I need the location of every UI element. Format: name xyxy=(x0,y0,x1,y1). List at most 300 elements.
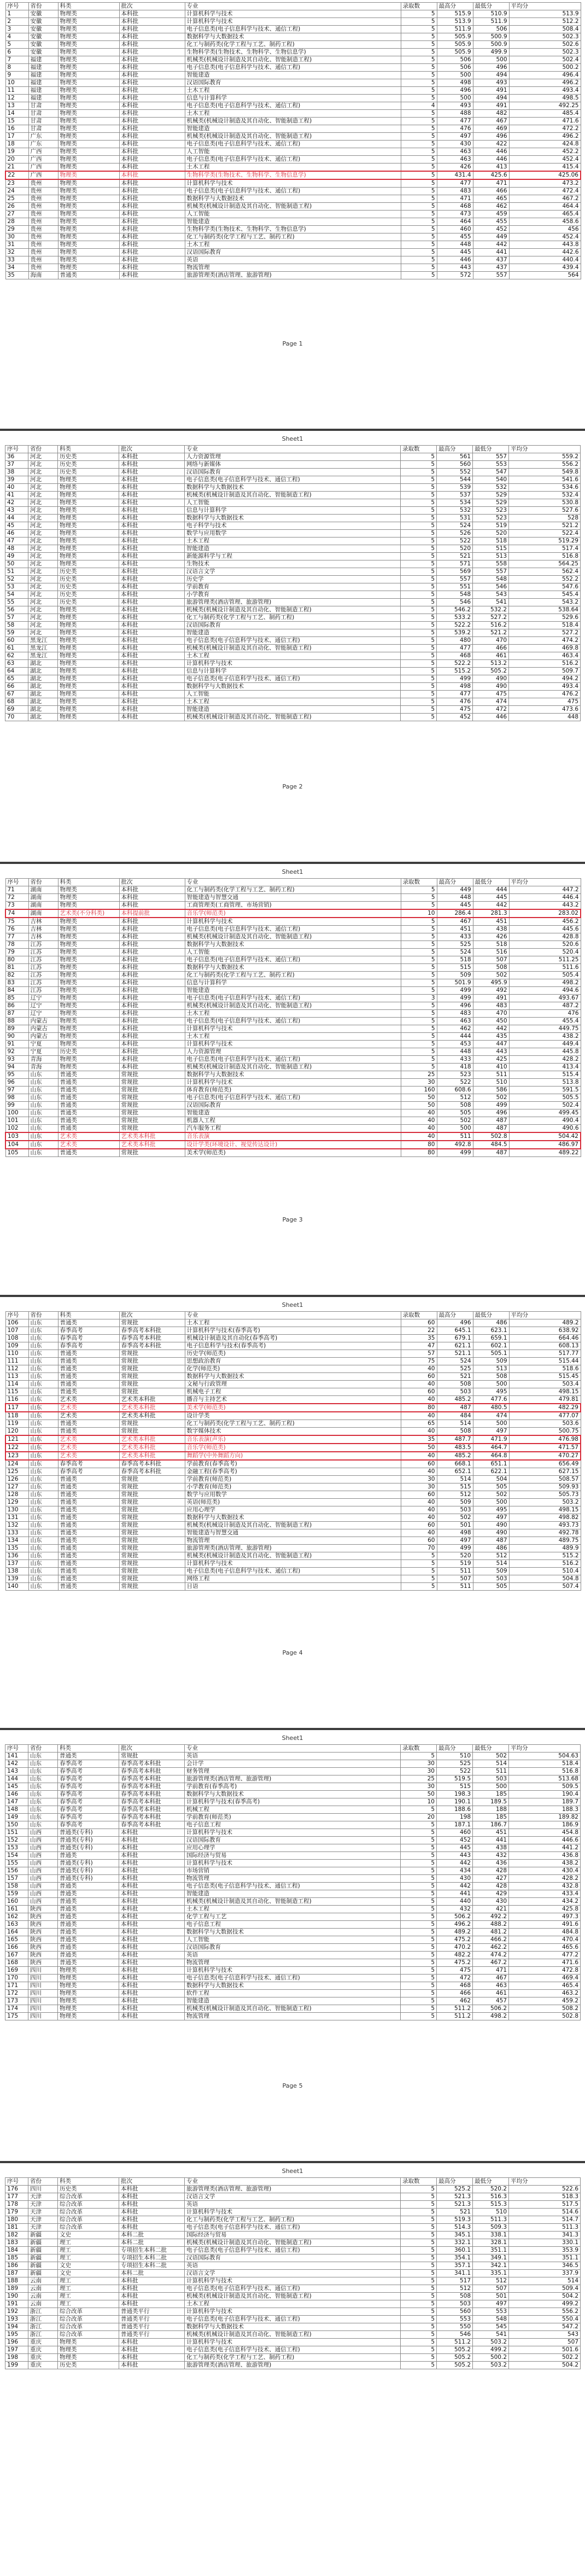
table-row xyxy=(5,2186,581,2193)
table-cell: 河北 xyxy=(28,492,58,499)
table-cell: 汉语言文学 xyxy=(185,2193,401,2201)
table-cell: 668.1 xyxy=(437,1460,473,1468)
table-header-row xyxy=(5,2178,581,2186)
table-cell: 河北 xyxy=(28,545,58,553)
table-cell: 常规批 xyxy=(119,1552,185,1560)
table-cell: 89 xyxy=(5,1025,28,1033)
table-cell: 167 xyxy=(5,1952,28,1959)
table-cell: 515 xyxy=(473,545,509,553)
table-cell: 438 xyxy=(473,926,509,933)
table-cell: 493 xyxy=(437,102,473,110)
table-cell: 计算机科学与技术 xyxy=(185,1041,401,1048)
table-cell: 5 xyxy=(401,1033,437,1041)
table-cell: 60 xyxy=(5,637,28,645)
table-cell: 物理类 xyxy=(58,1041,119,1048)
table-cell: 5 xyxy=(401,698,437,706)
table-cell: 本科批 xyxy=(119,156,185,163)
table-cell: 508.2 xyxy=(509,2005,581,2013)
table-cell: 39 xyxy=(5,476,28,484)
table-cell: 天津 xyxy=(28,2216,58,2224)
table-cell: 503.4 xyxy=(509,1381,581,1388)
table-cell: 7 xyxy=(5,56,28,64)
table-cell: 本科批 xyxy=(119,64,185,72)
page-separator xyxy=(0,1728,585,1730)
table-cell: 516.2 xyxy=(509,660,581,668)
table-cell: 5 xyxy=(401,241,437,249)
table-cell: 机械类(机械设计制造及其自动化、智能制造工程) xyxy=(185,133,401,141)
table-cell: 510 xyxy=(473,2209,509,2216)
table-cell: 山东 xyxy=(28,1514,58,1522)
table-cell: 515 xyxy=(437,1783,473,1791)
table-row xyxy=(5,2316,581,2323)
table-cell: 493.73 xyxy=(509,1522,581,1529)
table-cell: 新疆 xyxy=(28,2232,58,2239)
table-cell: 434 xyxy=(437,1867,473,1875)
table-cell: 500 xyxy=(473,1381,509,1388)
table-cell: 陕西 xyxy=(28,1952,58,1959)
table-cell: 486 xyxy=(473,1319,509,1327)
table-cell: 514 xyxy=(473,1560,509,1568)
table-cell: 5 xyxy=(401,1952,437,1959)
table-cell: 物理类 xyxy=(58,1033,119,1041)
table-cell: 35 xyxy=(5,272,28,279)
table-cell: 本科批 xyxy=(119,606,185,614)
table-cell: 134 xyxy=(5,1537,28,1545)
table-cell: 80 xyxy=(401,1149,437,1157)
table-cell: 河北 xyxy=(28,530,58,538)
table-cell: 121 xyxy=(5,1435,28,1444)
table-cell: 546 xyxy=(473,583,509,591)
table-cell: 普通类 xyxy=(58,1087,119,1094)
column-header: 序号 xyxy=(5,879,28,886)
table-cell: 数据科学与大数据技术 xyxy=(185,2323,401,2331)
table-cell: 497 xyxy=(437,133,473,141)
table-cell: 文秘与行政管理 xyxy=(185,1381,401,1388)
table-cell: 智能建造 xyxy=(185,72,401,79)
table-cell: 470.4 xyxy=(509,1936,581,1944)
table-cell: 499 xyxy=(437,675,473,683)
table-cell: 电子信息类(电子信息科学与技术、通信工程) xyxy=(185,156,401,163)
table-cell: 本科批 xyxy=(119,698,185,706)
table-cell: 本科批 xyxy=(119,2354,185,2362)
table-cell: 501 xyxy=(473,2293,509,2300)
table-cell: 数据科学与大数据技术 xyxy=(185,1982,401,1990)
table-cell: 472.2 xyxy=(509,125,581,133)
table-cell: 471 xyxy=(473,179,509,188)
table-cell: 综合改革 xyxy=(58,2331,119,2339)
table-row xyxy=(5,2323,581,2331)
table-cell: 30 xyxy=(401,1476,437,1483)
table-cell: 数据科学与大数据技术 xyxy=(185,1929,401,1936)
table-cell: 常规批 xyxy=(119,1102,185,1109)
table-cell: 438.2 xyxy=(509,1033,581,1041)
table-cell: 山东 xyxy=(28,1452,58,1460)
table-cell: 509 xyxy=(473,1358,509,1365)
table-cell: 198 xyxy=(5,2354,28,2362)
table-cell: 生物技术 xyxy=(185,560,401,568)
table-cell: 541 xyxy=(473,599,509,606)
table-cell: 137 xyxy=(5,1560,28,1568)
sheet-name-label: Sheet1 xyxy=(282,435,303,442)
table-cell: 497 xyxy=(437,1537,473,1545)
table-cell: 444 xyxy=(437,1033,473,1041)
table-cell: 广西 xyxy=(28,148,58,156)
table-cell: 477 xyxy=(437,645,473,652)
table-row xyxy=(5,1775,581,1783)
table-cell: 5 xyxy=(401,2193,437,2201)
table-cell: 山东 xyxy=(28,1460,58,1468)
table-cell: 40 xyxy=(401,1468,437,1476)
table-cell: 普通类 xyxy=(58,1944,119,1952)
table-cell: 本科批 xyxy=(119,545,185,553)
table-cell: 495 xyxy=(473,1506,509,1514)
table-cell: 物理类 xyxy=(58,918,119,926)
table-cell: 426 xyxy=(473,933,509,941)
table-cell: 499 xyxy=(437,1149,473,1157)
table-cell: 192 xyxy=(5,2308,28,2316)
table-cell: 5 xyxy=(401,2300,437,2308)
table-cell: 527.2 xyxy=(509,629,581,637)
table-row xyxy=(5,1499,581,1506)
table-cell: 物理类 xyxy=(58,941,119,949)
table-row xyxy=(5,1913,581,1921)
table-cell: 历史类 xyxy=(58,591,119,599)
table-cell: 432.8 xyxy=(509,1883,581,1890)
table-cell: 本科批 xyxy=(119,530,185,538)
table-cell: 500 xyxy=(473,1420,509,1428)
table-cell: 467.2 xyxy=(509,195,581,203)
table-cell: 贵州 xyxy=(28,256,58,264)
table-cell: 467 xyxy=(473,118,509,125)
table-cell: 500 xyxy=(437,1125,473,1133)
table-cell: 452 xyxy=(473,226,509,233)
table-cell: 5 xyxy=(401,1875,437,1883)
table-cell: 30 xyxy=(5,233,28,241)
table-cell: 山东 xyxy=(28,1132,58,1141)
table-row xyxy=(5,118,581,125)
table-cell: 532 xyxy=(437,507,473,515)
table-cell: 山西 xyxy=(28,1867,58,1875)
table-cell: 159 xyxy=(5,1890,28,1898)
table-row xyxy=(5,2209,581,2216)
table-cell: 515.44 xyxy=(509,1358,581,1365)
table-row xyxy=(5,1094,581,1102)
table-header-row xyxy=(5,446,581,453)
table-cell: 545.4 xyxy=(509,591,581,599)
table-cell: 54 xyxy=(5,591,28,599)
table-cell: 40 xyxy=(401,1499,437,1506)
table-cell: 513.68 xyxy=(509,1775,581,1783)
table-cell: 103 xyxy=(5,1132,28,1141)
table-cell: 5 xyxy=(401,515,437,522)
table-cell: 天津 xyxy=(28,2209,58,2216)
table-cell: 181 xyxy=(5,2224,28,2232)
table-cell: 本科批 xyxy=(119,979,185,987)
table-cell: 430.4 xyxy=(509,1867,581,1875)
table-cell: 37 xyxy=(5,461,28,469)
table-cell: 艺术类本科批 xyxy=(119,1412,185,1420)
table-cell: 5 xyxy=(401,622,437,629)
table-cell: 547 xyxy=(473,469,509,476)
table-row xyxy=(5,979,581,987)
table-cell: 69 xyxy=(5,706,28,714)
table-cell: 人工智能 xyxy=(185,211,401,218)
table-cell: 5 xyxy=(401,188,437,195)
table-cell: 物理类 xyxy=(58,226,119,233)
table-cell: 安徽 xyxy=(28,18,58,26)
table-cell: 普通类 xyxy=(58,272,119,279)
page-separator xyxy=(0,1295,585,1297)
table-cell: 综合改革 xyxy=(58,2323,119,2331)
table-cell: 化工与制药类(化学工程与工艺、制药工程) xyxy=(185,2216,401,2224)
table-cell: 山东 xyxy=(28,1125,58,1133)
table-row xyxy=(5,64,581,72)
table-cell: 504.8 xyxy=(509,1575,581,1583)
table-cell: 286.4 xyxy=(437,909,473,918)
table-cell: 应用心理学 xyxy=(185,1506,401,1514)
table-cell: 常规批 xyxy=(119,1583,185,1591)
table-cell: 5 xyxy=(401,683,437,691)
table-cell: 496.2 xyxy=(509,133,581,141)
sheet-name-label: Sheet1 xyxy=(282,1301,303,1309)
table-cell: 山东 xyxy=(28,1483,58,1491)
table-cell: 453 xyxy=(437,1041,473,1048)
table-row xyxy=(5,1064,581,1071)
table-cell: 463 xyxy=(437,156,473,163)
table-cell: 物理类 xyxy=(58,79,119,87)
table-cell: 物理类 xyxy=(58,538,119,545)
table-row xyxy=(5,1583,581,1591)
table-cell: 498.2 xyxy=(473,2013,509,2020)
table-cell: 新疆 xyxy=(28,2254,58,2262)
table-cell: 428.2 xyxy=(509,1875,581,1883)
table-cell: 188 xyxy=(473,1806,509,1814)
table-cell: 综合改革 xyxy=(58,2209,119,2216)
table-cell: 415.4 xyxy=(509,163,581,172)
table-cell: 502.8 xyxy=(473,1132,509,1141)
table-cell: 196 xyxy=(5,2339,28,2346)
table-cell: 503 xyxy=(437,2300,473,2308)
column-header: 省份 xyxy=(28,3,58,10)
table-cell: 464.8 xyxy=(473,1452,509,1460)
table-row xyxy=(5,1435,581,1444)
table-cell: 42 xyxy=(5,499,28,507)
table-row xyxy=(5,1141,581,1149)
table-cell: 502 xyxy=(437,1514,473,1522)
table-cell: 山东 xyxy=(28,1753,58,1760)
table-row xyxy=(5,1468,581,1476)
table-cell: 524 xyxy=(437,522,473,530)
table-cell: 40 xyxy=(401,1514,437,1522)
column-header: 专业 xyxy=(185,879,401,886)
table-cell: 本科批 xyxy=(119,926,185,933)
table-cell: 综合改革 xyxy=(58,2224,119,2232)
table-cell: 贵州 xyxy=(28,188,58,195)
table-cell: 智能建造 xyxy=(185,629,401,637)
table-cell: 511.3 xyxy=(509,2224,581,2232)
table-cell: 459.2 xyxy=(509,1997,581,2005)
table-cell: 173 xyxy=(5,1997,28,2005)
table-cell: 70 xyxy=(5,714,28,721)
table-cell: 505.9 xyxy=(437,41,473,49)
table-cell: 春季高考 xyxy=(58,1335,119,1342)
admission-table xyxy=(5,1311,581,1591)
table-cell: 电子信息类(电子信息科学与技术、通信工程) xyxy=(185,1883,401,1890)
table-cell: 508 xyxy=(437,1428,473,1436)
table-cell: 山西 xyxy=(28,1875,58,1883)
table-cell: 普通类 xyxy=(58,1583,119,1591)
table-cell: 春季高考本科批 xyxy=(119,1821,185,1829)
table-cell: 普通类 xyxy=(58,1506,119,1514)
table-cell: 53 xyxy=(5,583,28,591)
table-cell: 本科批 xyxy=(119,1867,185,1875)
table-cell: 463 xyxy=(473,1982,509,1990)
table-cell: 133 xyxy=(5,1529,28,1537)
table-cell: 471.9 xyxy=(473,1435,509,1444)
table-row xyxy=(5,461,581,469)
table-cell: 常规批 xyxy=(119,1319,185,1327)
table-cell: 旅游管理类(酒店管理、旅游管理) xyxy=(185,272,401,279)
table-cell: 汉语国际教育 xyxy=(185,2254,401,2262)
table-cell: 21 xyxy=(5,163,28,172)
table-cell: 57 xyxy=(401,1350,437,1358)
table-cell: 548 xyxy=(473,2316,509,2323)
page-number: Page 2 xyxy=(282,783,303,790)
table-cell: 506 xyxy=(437,64,473,72)
table-cell: 170 xyxy=(5,1975,28,1982)
table-cell: 60 xyxy=(401,1460,437,1468)
table-cell: 本科批 xyxy=(119,972,185,979)
table-cell: 127 xyxy=(5,1483,28,1491)
table-row xyxy=(5,179,581,188)
column-header: 最低分 xyxy=(473,1745,509,1753)
table-cell: 贵州 xyxy=(28,211,58,218)
table-cell: 5 xyxy=(401,2354,437,2362)
table-cell: 辽宁 xyxy=(28,1010,58,1018)
table-cell: 20 xyxy=(401,1814,437,1821)
table-cell: 5 xyxy=(401,583,437,591)
table-cell: 5 xyxy=(401,675,437,683)
table-row xyxy=(5,629,581,637)
table-cell: 468 xyxy=(437,1982,473,1990)
table-cell: 历史学(师范类) xyxy=(185,1350,401,1358)
table-cell: 512 xyxy=(437,2285,473,2293)
table-cell: 18 xyxy=(5,141,28,148)
table-cell: 455 xyxy=(437,233,473,241)
table-cell: 465.4 xyxy=(509,211,581,218)
table-row xyxy=(5,1350,581,1358)
table-cell: 5 xyxy=(401,1583,437,1591)
table-cell: 450 xyxy=(473,1018,509,1025)
table-cell: 452 xyxy=(437,1837,473,1844)
table-cell: 本科批 xyxy=(119,1033,185,1041)
table-cell: 计算机科学与技术 xyxy=(185,1860,401,1867)
table-row xyxy=(5,1420,581,1428)
table-cell: 5 xyxy=(401,469,437,476)
table-cell: 60 xyxy=(401,1522,437,1529)
table-cell: 物理类 xyxy=(58,33,119,41)
table-cell: 山西 xyxy=(28,1837,58,1844)
table-cell: 湖北 xyxy=(28,698,58,706)
table-cell: 湖南 xyxy=(28,902,58,910)
table-cell: 60 xyxy=(401,1373,437,1381)
table-cell: 艺术类 xyxy=(58,1396,119,1404)
table-cell: 442 xyxy=(473,241,509,249)
table-cell: 523 xyxy=(473,507,509,515)
table-cell: 553 xyxy=(473,2308,509,2316)
table-row xyxy=(5,660,581,668)
table-cell: 物理类 xyxy=(58,233,119,241)
table-cell: 本科批 xyxy=(119,476,185,484)
table-cell: 506 xyxy=(437,56,473,64)
table-cell: 492.78 xyxy=(509,1529,581,1537)
table-cell: 物理类 xyxy=(58,894,119,902)
table-cell: 5 xyxy=(401,706,437,714)
table-cell: 甘肃 xyxy=(28,102,58,110)
table-cell: 福建 xyxy=(28,95,58,102)
table-cell: 本科批 xyxy=(119,49,185,56)
table-cell: 5 xyxy=(401,1982,437,1990)
table-cell: 34 xyxy=(5,264,28,272)
table-cell: 504.2 xyxy=(509,2362,581,2369)
table-cell: 应用心理学 xyxy=(185,1844,401,1852)
table-cell: 48 xyxy=(5,545,28,553)
table-cell: 463 xyxy=(437,148,473,156)
table-cell: 理工 xyxy=(58,2293,119,2300)
table-cell: 498 xyxy=(437,79,473,87)
table-cell: 29 xyxy=(5,226,28,233)
table-cell: 487.7 xyxy=(437,1435,473,1444)
table-cell: 500.9 xyxy=(473,33,509,41)
table-cell: 461 xyxy=(473,1990,509,1997)
table-row xyxy=(5,1860,581,1867)
table-cell: 110 xyxy=(5,1350,28,1358)
table-cell: 353.9 xyxy=(509,2247,581,2254)
table-cell: 普通类 xyxy=(58,1117,119,1125)
table-cell: 5 xyxy=(401,492,437,499)
table-cell: 100 xyxy=(5,1109,28,1117)
table-cell: 会计学 xyxy=(185,1760,401,1768)
table-cell: 437 xyxy=(473,264,509,272)
table-cell: 502.4 xyxy=(509,56,581,64)
table-cell: 土木工程 xyxy=(185,538,401,545)
table-cell: 物理类 xyxy=(58,933,119,941)
table-cell: 普通类 xyxy=(58,1913,119,1921)
table-row xyxy=(5,1087,581,1094)
table-cell: 449 xyxy=(437,886,473,894)
table-cell: 物理类 xyxy=(58,553,119,560)
table-cell: 142 xyxy=(5,1760,28,1768)
table-cell: 山东 xyxy=(28,1444,58,1452)
column-header: 省份 xyxy=(28,446,58,453)
table-row xyxy=(5,453,581,461)
table-cell: 520.2 xyxy=(473,2186,509,2193)
table-cell: 历史类 xyxy=(58,469,119,476)
table-cell: 山东 xyxy=(28,1575,58,1583)
table-cell: 5 xyxy=(401,1967,437,1975)
table-cell: 电子信息类(电子信息科学与技术、通信工程) xyxy=(185,1056,401,1064)
table-cell: 本科二批 xyxy=(119,2232,185,2239)
table-cell: 本科批 xyxy=(119,2209,185,2216)
table-cell: 常规批 xyxy=(119,1094,185,1102)
table-cell: 5 xyxy=(401,1936,437,1944)
table-cell: 生物科学类(生物技术、生物科学、生物信息学) xyxy=(185,171,401,179)
table-cell: 505 xyxy=(473,1583,509,1591)
table-cell: 常规批 xyxy=(119,1117,185,1125)
table-cell: 春季高考 xyxy=(58,1783,119,1791)
table-cell: 5 xyxy=(401,1806,437,1814)
table-cell: 515.2 xyxy=(509,1552,581,1560)
